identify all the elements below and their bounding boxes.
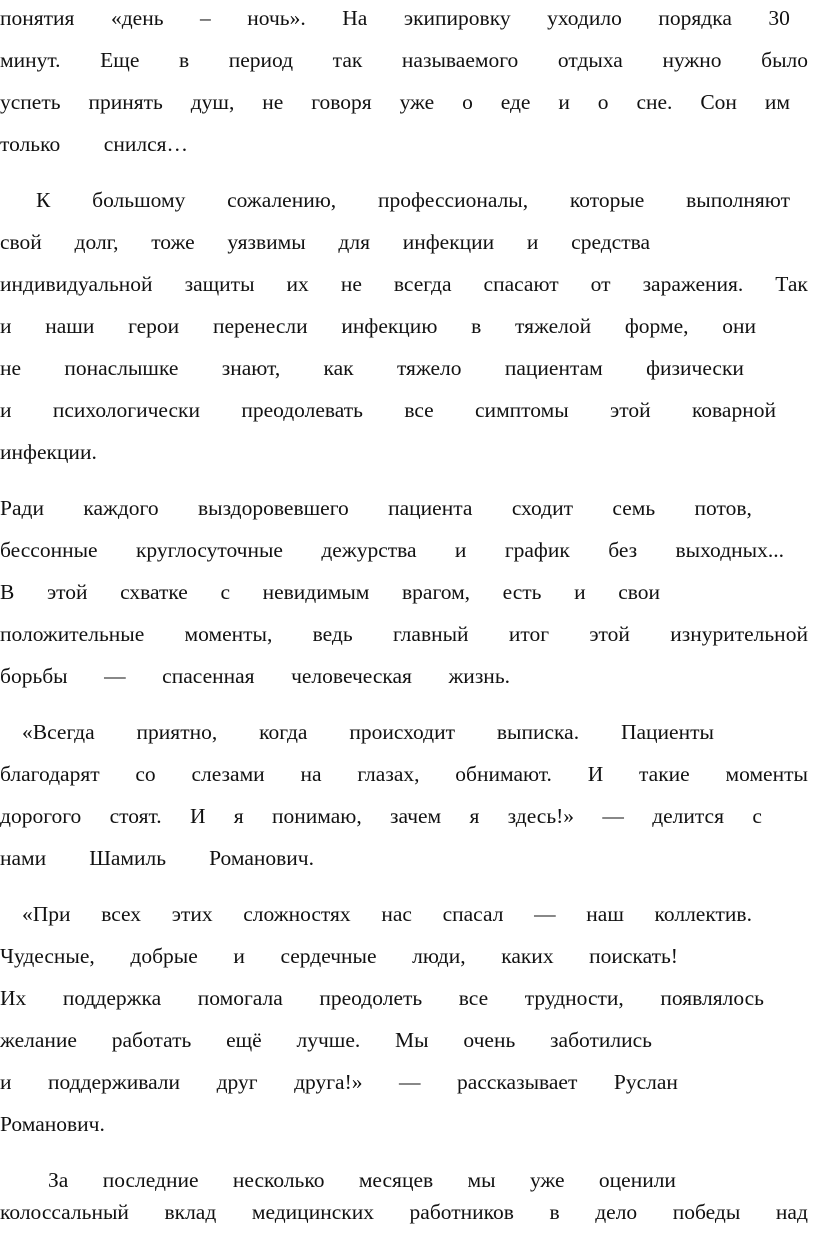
text-line: и психологически преодолевать все симптомы этой коварной [0, 398, 776, 422]
text-line: желание работать ещё лучше. Мы очень заботились [0, 1028, 652, 1052]
text-line: не понаслышке знают, как тяжело пациентам физически [0, 356, 744, 380]
text-line: бессонные круглосуточные дежурства и график без выходных... [0, 538, 784, 562]
text-line: индивидуальной защиты их не всегда спасают от заражения. Так [0, 272, 808, 296]
text-line: борьбы — спасенная человеческая жизнь. [0, 664, 510, 688]
text-line: Чудесные, добрые и сердечные люди, каких поискать! [0, 944, 678, 968]
text-line: только снился… [0, 132, 188, 156]
text-line: свой долг, тоже уязвимы для инфекции и средства [0, 230, 650, 254]
text-line: В этой схватке с невидимым врагом, есть и свои [0, 580, 660, 604]
text-line: положительные моменты, ведь главный итог этой изнурительной [0, 622, 808, 646]
text-line: успеть принять душ, не говоря уже о еде и о сне. Сон им [0, 90, 790, 114]
text-line: понятия «день – ночь». На экипировку уходило порядка 30 [0, 6, 790, 30]
text-line: «Всегда приятно, когда происходит выписка. Пациенты [22, 720, 714, 744]
text-line: К большому сожалению, профессионалы, которые выполняют [36, 188, 790, 212]
text-line: и поддерживали друг друга!» — рассказывает Руслан [0, 1070, 678, 1094]
text-line: Их поддержка помогала преодолеть все трудности, появлялось [0, 986, 764, 1010]
text-line: и наши герои перенесли инфекцию в тяжелой форме, они [0, 314, 756, 338]
text-line: нами Шамиль Романович. [0, 846, 314, 870]
text-line: минут. Еще в период так называемого отдыха нужно было [0, 48, 808, 72]
text-line: инфекции. [0, 440, 97, 464]
text-line: колоссальный вклад медицинских работников в дело победы над [0, 1200, 808, 1224]
text-line: благодарят со слезами на глазах, обнимают. И такие моменты [0, 762, 808, 786]
text-line: За последние несколько месяцев мы уже оценили [48, 1168, 676, 1192]
text-line: «При всех этих сложностях нас спасал — наш коллектив. [22, 902, 752, 926]
text-line: Ради каждого выздоровевшего пациента сходит семь потов, [0, 496, 752, 520]
text-line: Романович. [0, 1112, 105, 1136]
text-line: дорогого стоят. И я понимаю, зачем я здесь!» — делится с [0, 804, 762, 828]
